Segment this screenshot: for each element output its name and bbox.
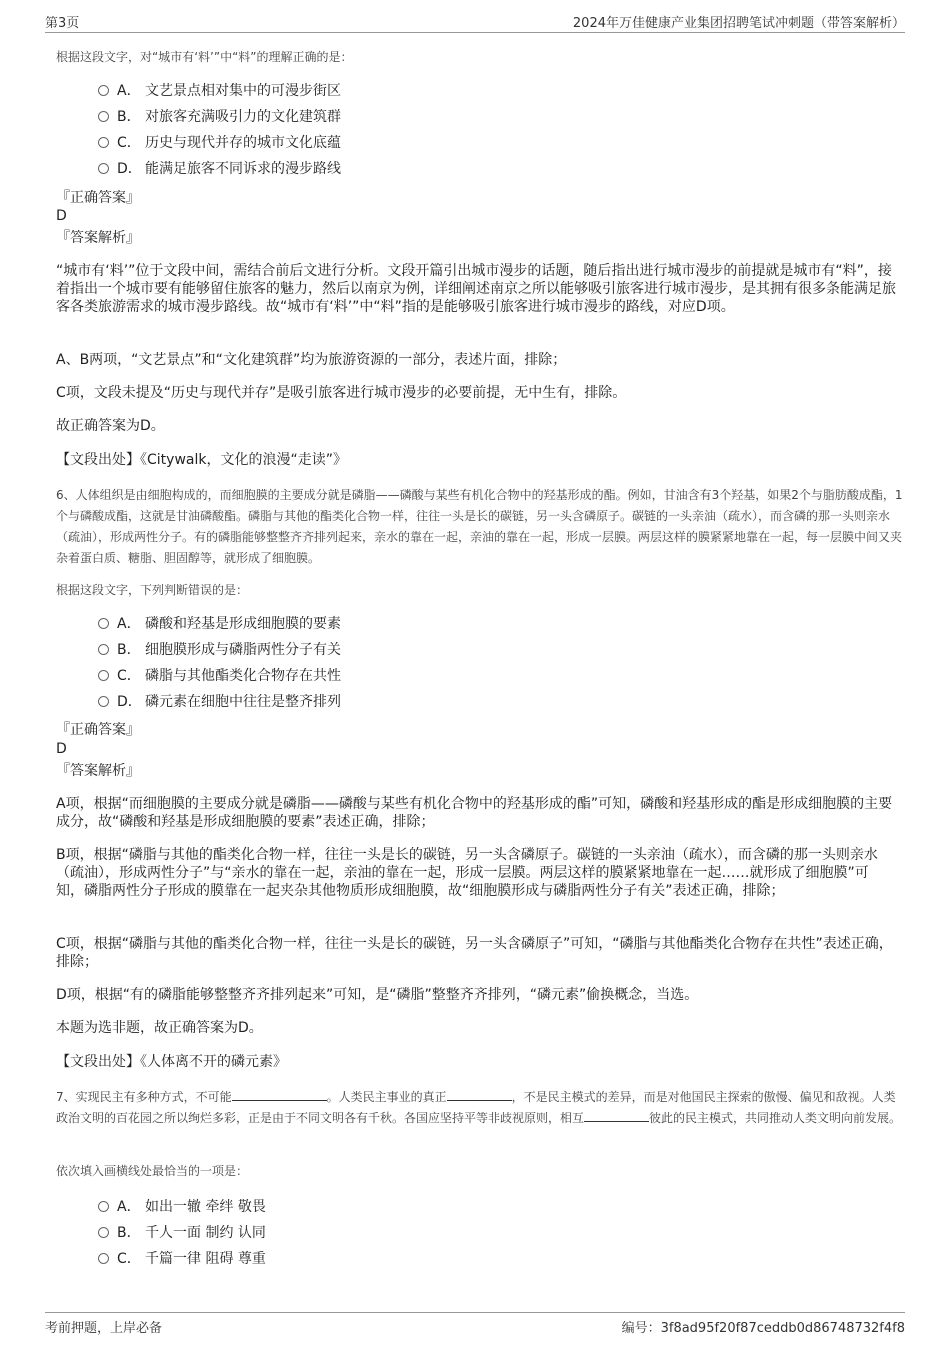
radio-icon[interactable]	[98, 137, 109, 148]
q6-analysis-paragraph: D项，根据“有的磷脂能够整整齐齐排列起来”可知，是“磷脂”整整齐齐排列，“磷元素”偷换概念，当选。	[56, 987, 699, 1003]
radio-icon[interactable]	[98, 1201, 109, 1212]
radio-icon[interactable]	[98, 85, 109, 96]
q6-option-d[interactable]: D． 磷元素在细胞中往往是整齐排列	[98, 691, 341, 713]
fill-blank	[447, 1088, 512, 1101]
q6-option-a[interactable]: A． 磷酸和羟基是形成细胞膜的要素	[98, 613, 341, 635]
q5-option-c[interactable]: C． 历史与现代并存的城市文化底蕴	[98, 132, 341, 154]
q7-option-a[interactable]: A． 如出一辙 牵绊 敬畏	[98, 1196, 266, 1218]
q6-analysis-paragraph: A项，根据“而细胞膜的主要成分就是磷脂——磷酸与某些有机化合物中的羟基形成的酯”可知，磷酸和羟基形成的酯是形成细胞膜的主要成分，故“磷酸和羟基是形成细胞膜的要素”表述正确，排除；	[56, 796, 893, 830]
radio-icon[interactable]	[98, 111, 109, 122]
q6-prompt: 根据这段文字，下列判断错误的是：	[56, 583, 249, 597]
radio-icon[interactable]	[98, 163, 109, 174]
radio-icon[interactable]	[98, 618, 109, 629]
q6-analysis-paragraph: C项，根据“磷脂与其他的酯类化合物一样，往往一头是长的碳链，另一头含磷原子”可知，“磷脂与其他酯类化合物存在共性”表述正确，排除；	[56, 936, 893, 970]
document-id: 编号：3f8ad95f20f87ceddb0d86748732f4f8	[621, 1321, 905, 1336]
q7-option-b[interactable]: B． 千人一面 制约 认同	[98, 1222, 266, 1244]
q5-analysis-paragraph: A、B两项，“文艺景点”和“文化建筑群”均为旅游资源的一部分，表述片面，排除；	[56, 352, 567, 368]
q6-answer: D	[56, 741, 67, 757]
q5-option-a[interactable]: A． 文艺景点相对集中的可漫步街区	[98, 80, 341, 102]
radio-icon[interactable]	[98, 696, 109, 707]
q7-option-c[interactable]: C． 千篇一律 阻碍 尊重	[98, 1248, 266, 1270]
q6-analysis-paragraph: B项，根据“磷脂与其他的酯类化合物一样，往往一头是长的碳链，另一头含磷原子。碳链的一头亲油（疏水），而含磷的那一头则亲水（疏油），形成两性分子”与“亲水的靠在一起，亲油的靠在一起，形成一层膜。两层这样的膜紧紧地靠在一起……就形成了细胞膜”可知，磷脂两性分子形成的膜靠在一起夹杂其他物质形成细胞膜，故“细胞膜形成与磷脂两性分子有关”表述正确，排除；	[56, 847, 878, 899]
q6-analysis-label: 『答案解析』	[56, 763, 140, 779]
q5-option-d[interactable]: D． 能满足旅客不同诉求的漫步路线	[98, 158, 341, 180]
radio-icon[interactable]	[98, 1253, 109, 1264]
page-footer	[45, 1312, 905, 1337]
radio-icon[interactable]	[98, 644, 109, 655]
q6-stem: 6、人体组织是由细胞构成的，而细胞膜的主要成分就是磷脂——磷酸与某些有机化合物中的羟基形成的酯。例如，甘油含有3个羟基，如果2个与脂肪酸成酯，1个与磷酸成酯，这就是甘油磷酸酯。磷脂与其他的酯类化合物一样，往往一头是长的碳链，另一头含磷原子。碳链的一头亲油（疏水），而含磷的那一头则亲水（疏油），形成两性分子。有的磷脂能够整整齐齐排列起来，亲水的靠在一起，亲油的靠在一起，形成一层膜。两层这样的膜紧紧地靠在一起，每一层膜中间又夹杂着蛋白质、糖脂、胆固醇等，就形成了细胞膜。	[56, 488, 903, 565]
q5-analysis-label: 『答案解析』	[56, 230, 140, 246]
q5-answer-label: 『正确答案』	[56, 190, 140, 206]
q5-option-b[interactable]: B． 对旅客充满吸引力的文化建筑群	[98, 106, 341, 128]
q5-analysis-paragraph: 故正确答案为D。	[56, 418, 165, 434]
fill-blank	[232, 1088, 327, 1101]
q6-option-c[interactable]: C． 磷脂与其他酯类化合物存在共性	[98, 665, 341, 687]
footer-slogan: 考前押题，上岸必备	[45, 1321, 163, 1336]
q7-stem: 7、实现民主有多种方式，不可能 。人类民主事业的真正 ，不是民主模式的差异，而是对他国民主探索的傲慢、偏见和敌视。人类政治文明的百花园之所以绚烂多彩，正是由于不同文明各有千秋。各国应坚持平等非歧视原则，相互 彼此的民主模式，共同推动人类文明向前发展。	[56, 1090, 902, 1125]
q5-source: 【文段出处】《Citywalk，文化的浪漫“走读”》	[56, 452, 347, 468]
q6-option-b[interactable]: B． 细胞膜形成与磷脂两性分子有关	[98, 639, 341, 661]
radio-icon[interactable]	[98, 1227, 109, 1238]
page-number: 第3页	[45, 16, 80, 31]
q6-source: 【文段出处】《人体离不开的磷元素》	[56, 1054, 287, 1070]
q7-prompt: 依次填入画横线处最恰当的一项是：	[56, 1164, 249, 1178]
q5-analysis-paragraph: C项，文段未提及“历史与现代并存”是吸引旅客进行城市漫步的必要前提，无中生有，排除。	[56, 385, 627, 401]
q5-answer: D	[56, 208, 67, 224]
radio-icon[interactable]	[98, 670, 109, 681]
q6-analysis-paragraph: 本题为选非题，故正确答案为D。	[56, 1020, 263, 1036]
page-header	[45, 10, 905, 33]
document-title: 2024年万佳健康产业集团招聘笔试冲刺题（带答案解析）	[572, 16, 905, 31]
fill-blank	[584, 1109, 649, 1122]
q5-prompt: 根据这段文字，对“城市有‘料’”中“料”的理解正确的是：	[56, 50, 353, 64]
q6-answer-label: 『正确答案』	[56, 722, 140, 738]
q5-analysis-paragraph: “城市有‘料’”位于文段中间，需结合前后文进行分析。文段开篇引出城市漫步的话题，随后指出进行城市漫步的前提就是城市有“料”，接着指出一个城市要有能够留住旅客的魅力，然后以南京为例，详细阐述南京之所以能够吸引旅客进行城市漫步，是其拥有很多条能满足旅客各类旅游需求的城市漫步路线。故“城市有‘料’”中“料”指的是能够吸引旅客进行城市漫步的路线，对应D项。	[56, 263, 896, 315]
